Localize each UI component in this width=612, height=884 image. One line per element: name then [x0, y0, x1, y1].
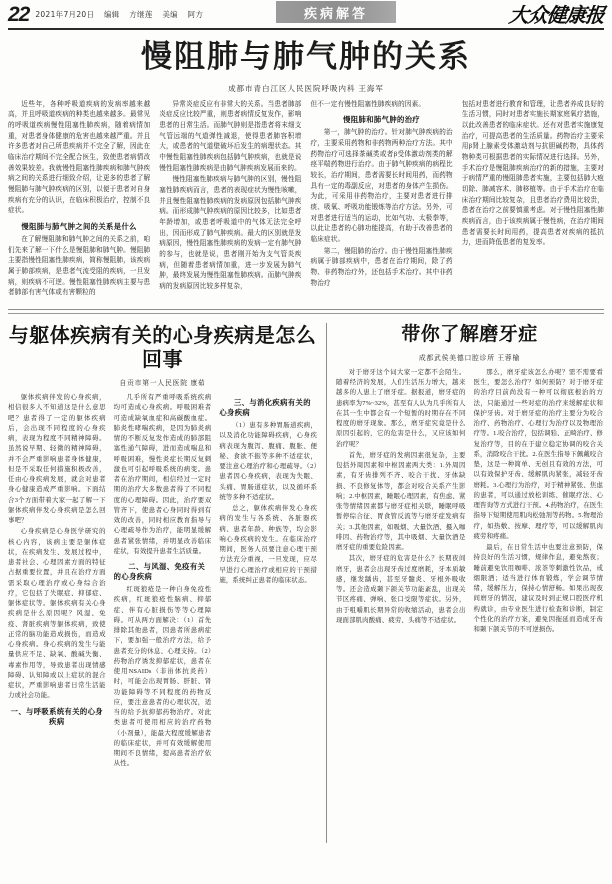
- al-col2-text: [114, 393, 212, 557]
- lead-col1-text-2: [8, 235, 150, 299]
- article-left: [8, 323, 326, 843]
- article-left-column-1: [8, 393, 106, 771]
- paragraph: 总之，躯体疾病伴发心身疾病的发生与各系统、各脏器疾病、患者年龄、种族等，均会影响心身疾病的发生。在临床治疗期间，医务人员要注意心理干预方法充分重视，一旦发现，应尽早进行心理治疗或相应的干预措施，系统纠正患者的临床状态。: [219, 505, 318, 584]
- lead-bottom-rule: [8, 309, 604, 310]
- article-right: [327, 323, 603, 843]
- lead-article-title: 慢阻肺与肺气肿的关系: [141, 39, 471, 75]
- editor-name: 方继莲: [129, 9, 153, 19]
- paragraph: 心身疾病是心身医学研究的核心内容，该病主要是躯体症状，在疾病发生、发展过程中，患者社会、心理因素方面的特征占据重要位置，并且在治疗方面需采取心理治疗或心身综合治疗，它包括了失眠症、抑郁症、躯体症状等。躯体疾病有关心身疾病是什么原因呢？风湿、免疫、肾脏疾病等躯体疾病，致使正常的脑功能造成损伤，而造成心身疾病。身心疾病的发生与能量供应不足、缺氧、酸碱失衡、毒素作用等，导致患者出现情感障碍、认知障或以上症状的混合症状，严重影响患者日常生活能力或社会功能。: [8, 528, 106, 700]
- al-col3-text: [219, 421, 317, 586]
- paragraph: 首先，磨牙症的发病因素很复杂，主要包括外周因素和中枢因素两大类：1.外周因素，有牙齿排列不齐、咬合干扰、牙体缺损、不良修复体等，都会对咬合关系产生影响；2.中枢因素，睡眠心理因素，有焦虑、紧张等情绪因素都与磨牙症相关联，睡眠呼吸暂停综合征、胃食管反流等与磨牙症发病有关；3.其他因素，如吸烟、大量饮酒、摄入咖啡因、药物治疗等，其中吸烟、大量饮酒是磨牙症的重要危险因素。: [336, 451, 466, 552]
- paragraph: 那么，磨牙症该怎么办呢？需不需要看医生，要怎么治疗？如何预防？对于磨牙症的治疗目前尚没有一种可以彻底根治的方法，只能通过一些对症的治疗来缓解症状和保护牙齿。对于磨牙症的治疗主要分为咬合治疗、药物治疗、心理行为治疗以及物理治疗等。1.咬合治疗，包括调𬌗、正畸治疗、修复治疗等，目的在于建立稳定协调的咬合关系，消除咬合干扰。2.在医生指导下佩戴咬合垫，这是一种简单、无创且有效的方法，可以有效保护牙齿、缓解肌肉紧张，减轻牙齿磨耗。3.心理行为治疗，对于精神紧张、焦虑的患者，可以通过放松训练、催眠疗法、心理咨询等方式进行干预。4.药物治疗，在医生指导下短期使用肌肉松弛剂等药物。5.物理治疗，如热敷、按摩、理疗等，可以缓解肌肉疲劳和疼痛。: [473, 368, 603, 540]
- paragraph: 第二，慢阻肺的治疗。由于慢性阻塞性肺疾病属于肺部疾病中，患者在治疗期间，除了药物、非药物治疗外，还包括手术治疗。其中非药物治疗: [310, 247, 453, 287]
- al-col2-text-2: [114, 585, 212, 770]
- publication-date: 2021年7月20日: [35, 9, 95, 19]
- lead-column-3: [311, 100, 453, 300]
- lead-column-1: [8, 100, 150, 300]
- paragraph: 在了解慢阻肺和肺气肿之间的关系之前，咱们先来了解一下什么是慢阻肺和肺气肿。慢阻肺主要指慢性阻塞性肺疾病，简称慢阻肺，该疾病属于肺部疾病，是患者气流受阻的疾病，一旦发病，则疾病不可逆。慢性阻塞性肺疾病主要与患者肺部有害气体或有害颗粒的: [8, 236, 151, 297]
- bottom-articles-zone: [8, 323, 604, 843]
- paragraph: 对于磨牙这个词大家一定都不会陌生。随着经济的发展，人们生活压力增大，越来越多的人患上了磨牙症。据报道，磨牙症的患病率为7%~32%，甚至有人认为几乎所有人在其一生中都会有一个短暂的时期存在不同程度的磨牙现象。那么，磨牙症究竟是什么原因引起的，它的危害是什么，又应该如何治疗呢？: [336, 368, 466, 448]
- article-right-columns: [336, 368, 603, 637]
- section-tag: 疾病解答: [276, 1, 396, 23]
- masthead-meta: [35, 9, 210, 20]
- paragraph: 几乎所有严重呼吸系统疾病均可造成心身疾病。呼吸困难者可造成缺氧血症和高碳酸血症。肺炎性哮喘疾病，是因为肺炎病情的不断反复发作造成的肺部阻塞性通气障碍，进而造成喘息和呼吸困难，慢性炎症长期反复刺激也可引起呼吸系统的病变。患者在治疗期间，相信经过一定时期的治疗大多数患者得了不同程度的心理障碍。因此，治疗要双管齐下，使患者心身同时得到有效的改善，同时相应教育指导与心理疏导作为治疗，能明显缓解患者紧张情绪，并明显改善临床症状，有效提升患者生活质量。: [113, 394, 212, 555]
- lead-col1-subhead: 慢阻肺与肺气肿之间的关系是什么: [21, 222, 137, 232]
- lead-col4-text: [462, 100, 604, 249]
- al-col1-text: [8, 393, 106, 702]
- paragraph: 红斑狼疮是一种自身免疫性疾病，红斑狼疮性脑病、抑郁症、伴有心脏损伤等等心理障碍。可从两方面解决：（1）首先排除其他患者，因患者所患病症下，要加强一般治疗方法，给予患者充分的休息、心理支持。（2）药物治疗诱发抑郁症状，患者在使用NSAIDs（非甾体抗炎药）时，可能会出现胃肠、肝脏、肾功能障碍等不同程度的药物反应，要注意患者的心理状况，适当的给予抗抑郁药物治疗。对此类患者可使用相应的治疗药物（小剂量），能最大程度缓解患者的临床症状，并可有效缓解使用期间不良情绪，提高患者治疗依从性。: [113, 586, 212, 768]
- lead-bottom-rule-2: [8, 313, 604, 314]
- lead-article-byline: 成都市青白江区人民医院呼吸内科 王海军: [228, 83, 384, 93]
- paragraph: 躯体疾病伴发的心身疾病，相信很多人不知道这是什么意思吧？患者得了一定的躯体疾病后，会出现不同程度的心身疾病，表现为程度不同精神障碍。虽然说早期、轻微的精神障碍，并不会严重影响患者身体健康，但是不采取任何措施积极改善，任由心身疾病发展，就会对患者身心健康造成严重影响。下面结合3个方面带着大家一起了解一下躯体疾病伴发心身疾病是怎么回事吧？: [8, 394, 106, 525]
- lead-col3-text-2: [311, 128, 453, 289]
- art-editor-label: 美编: [162, 9, 178, 19]
- paragraph: 最后，在日常生活中也要注意预防，保持良好的生活习惯，规律作息，避免熬夜；睡前避免饮用咖啡、浓茶等刺激性饮品，戒烟限酒；适当进行体育锻炼，学会调节情绪，缓解压力，保持心情舒畅。如果出现夜间磨牙的情况，建议及时到正规口腔医疗机构就诊，由专业医生进行检查和诊断，制定个性化的治疗方案，避免因拖延而造成牙齿和颞下颌关节的不可逆损伤。: [473, 544, 603, 634]
- lead-col3-text: [311, 100, 453, 111]
- article-right-column-2: [474, 368, 604, 637]
- lead-col2-text: [159, 100, 301, 293]
- article-left-title: 与躯体疾病有关的心身疾病是怎么回事: [8, 323, 317, 372]
- paragraph: 慢性阻塞性肺疾病与肺气肿的区别，慢性阻塞性肺疾病而言，患者的表现症状为慢性咳嗽，并且慢性阻塞性肺疾病的发病原因包括肺气肿疾病。而形成肺气肿疾病的原因比较多，比如患者年龄增加，或患者呼吸道中的气体无法完全呼出，因而形成了肺气肿疾病。最大的区别就是发病原因，慢性阻塞性肺疾病的发病一定有肺气肿的参与，也就是说，患者刚开始为支气管炎疾病，但随着患者病情加重，进一步发展为肺气肿，最终发展为慢性阻塞性肺疾病。而肺气肿疾病的发病原因比较多样复杂，: [159, 176, 302, 291]
- article-left-column-3: [219, 393, 317, 771]
- article-right-title: 带你了解磨牙症: [401, 323, 538, 346]
- paragraph: 其次，磨牙症的危害是什么？长期夜间磨牙，患者会出现牙齿过度磨耗，牙本质敏感，继发龋齿，甚至牙髓炎、牙根外吸收等。还会造成颞下颌关节功能紊乱，出现关节区疼痛、弹响、张口受限等症状。另外，由于咀嚼肌长期异常的收缩活动，患者会出现面部肌肉酸痛、疲劳、头痛等不适症状。: [336, 555, 466, 624]
- article-left-subhead-3: 三、与消化疾病有关的心身疾病: [219, 398, 311, 418]
- editor-label: 编辑: [103, 9, 120, 19]
- paragraph: 但不一定有慢性阻塞性肺疾病的因素。: [310, 100, 426, 108]
- article-right-byline: 成都武侯美德口腔诊所 王蓉榆: [418, 354, 521, 362]
- lead-column-2: [159, 100, 301, 300]
- lead-column-4: [462, 100, 604, 300]
- art-editor-name: 阿方: [187, 9, 204, 19]
- article-right-column-1: [336, 368, 466, 637]
- article-left-subhead-2: 二、与风湿、免疫有关的心身疾病: [113, 562, 206, 582]
- article-left-subhead-1: 一、与呼吸系统有关的心身疾病: [10, 706, 104, 726]
- article-left-column-2: [114, 393, 212, 771]
- paragraph: 近些年，各种呼吸道疾病的发病率越来越高，并且呼吸道疾病的种类也越来越多。最常见的呼吸道疾病慢性阻塞性肺疾病，随着病情加重，对患者身体健康的危害也越来越严重。并且许多患者对自己所患疾病并不完全了解，因此在临床治疗期间不完全配合医生，致使患者病情改善效果较差。我就慢性阻塞性肺疾病和肺气肿疾病之间的关系进行细致介绍，让更多的患者了解慢阻肺与肺气肿疾病的区别，以便于患者对自身疾病有充分的认识，在临床积极治疗，控制不良症状。: [8, 100, 151, 215]
- paragraph: 异常炎症反应有非常大的关系。当患者肺部炎症反应比较严重，则患者病情反复发作，影响患者的日常生活。而肺气肿则是指患者将末细支气管远端的气道弹性减退，使得患者肺容积增大，或患者的气道壁破坏后发生的病理状态。其中慢性阻塞性肺疾病包括肺气肿疾病，也就是说慢性阻塞性肺疾病是由肺气肿疾病发展而来的。: [159, 100, 302, 172]
- lead-col1-text: [8, 100, 150, 217]
- lead-article: [8, 30, 604, 300]
- newspaper-brand-logo: 大众健康报: [507, 5, 605, 27]
- paragraph: 第一，肺气肿的治疗。针对肺气肿疾病的治疗，主要采用药物和非药物两种治疗方法。其中药物治疗可选择茶碱类或者β受体激动剂类的解痉平喘药物进行治疗。由于肺气肿疾病的病程比较长，治疗期间，患者需要长时间用药，而药物具有一定的毒副反应，对患者的身体产生损伤。为此，可采用非药物治疗，主要对患者进行排痰、吸氧、呼吸功能锻炼等治疗方法。另外，可对患者进行适当的运动，比如气功、太极拳等，以此让患者的心肺功能提高，有助于改善患者的临床症状。: [310, 129, 453, 244]
- lead-article-columns: [8, 100, 604, 300]
- paragraph: 包括对患者进行教育和管理，让患者养成良好的生活习惯，同时对患者实施长期家庭氧疗措施，以此改善患者的临床症状。还有对患者实施康复治疗，可提高患者的生活质量。药物治疗主要采用β肾上腺素受体激动剂与抗胆碱药物，具体药物种类可根据患者的实际情况进行选择。另外，手术治疗是慢阻肺疾病治疗的新的措施，主要对于病情严重的慢阻肺患者实施，主要包括肺大疱切除、肺减容术、肺移植等。由于手术治疗在临床治疗期间比较复杂，且患者治疗费用比较贵，患者在治疗之前要慎重考虑。对于慢性阻塞性肺疾病而言，由于该疾病属于慢性病，在治疗期间患者需要长时间用药，提高患者对疾病的抵抗力，进而降低患者的复发率。: [461, 100, 604, 247]
- masthead: [8, 0, 604, 26]
- lead-col3-subhead: 慢阻肺和肺气肿的治疗: [343, 115, 421, 125]
- page-number: 22: [8, 2, 30, 26]
- article-left-byline: 自贡市第一人民医院 康茹: [119, 380, 206, 388]
- article-left-columns: [8, 393, 317, 771]
- ar-col2-text: [474, 368, 604, 636]
- ar-col1-text: [336, 368, 466, 626]
- paragraph: （1）患有多种胃肠道疾病，以及消化功能障碍疾病，心身疾病表现为腹泻、腹痛、腹胀、便秘、食欲不振等多种不适症状，要注意心理治疗和心理疏导。（2）患者因心身疾病，表现为失眠、头痛、胃肠道症状，以及循环系统等多种不适症状。: [219, 422, 318, 501]
